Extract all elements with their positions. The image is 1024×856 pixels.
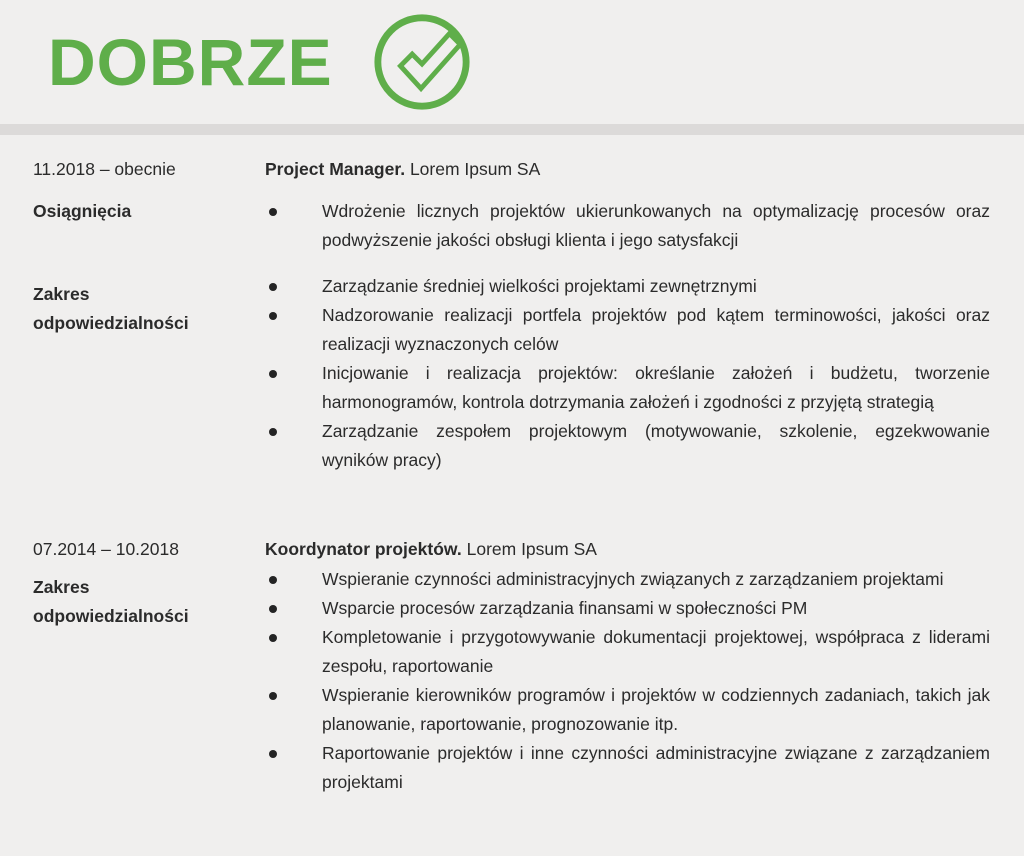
bullet-item (265, 594, 990, 623)
page-title: DOBRZE (48, 25, 333, 99)
bullet-item (265, 623, 990, 681)
bullet-item (265, 359, 990, 417)
bullet-text: Raportowanie projektów i inne czynności administracyjne związane z zarządzaniem projektami (322, 743, 990, 792)
job-entry-2-title-role: Koordynator projektów. (265, 539, 462, 559)
bullet-item (265, 197, 990, 255)
achievements-bullet-list (265, 197, 990, 255)
group-label-responsibilities: Zakres odpowiedzialności (33, 284, 189, 333)
header (0, 0, 1024, 124)
job-entry-2-date: 07.2014 – 10.2018 (33, 539, 179, 559)
bullet-item (265, 301, 990, 359)
check-circle-icon (371, 11, 473, 113)
job-entry-2-responsibilities-group (33, 565, 990, 797)
job-entry-1-date: 11.2018 – obecnie (33, 159, 176, 179)
bullet-text: Wdrożenie licznych projektów ukierunkowanych na optymalizację procesów oraz podwyższenie jakości obsługi klienta i jego satysfakcji (322, 201, 990, 250)
job-entry-2-header (33, 535, 990, 564)
job-entry-1-responsibilities-group (33, 272, 990, 475)
job-entry-1-title-role: Project Manager. (265, 159, 406, 179)
job-entry-2-title-company: Lorem Ipsum SA (466, 539, 597, 559)
header-divider (0, 124, 1024, 135)
responsibilities-bullet-list (265, 272, 990, 475)
bullet-item (265, 739, 990, 797)
cv-body (0, 135, 1024, 797)
group-label-achievements: Osiągnięcia (33, 201, 132, 221)
bullet-text: Zarządzanie zespołem projektowym (motywowanie, szkolenie, egzekwowanie wyników pracy) (322, 421, 990, 470)
bullet-text: Nadzorowanie realizacji portfela projektów pod kątem terminowości, jakości oraz realizacji wyznaczonych celów (322, 305, 990, 354)
bullet-text: Wspieranie czynności administracyjnych związanych z zarządzaniem projektami (322, 569, 944, 589)
bullet-text: Wspieranie kierowników programów i projektów w codziennych zadaniach, takich jak planowanie, raportowanie, prognozowanie itp. (322, 685, 990, 734)
job-entry-1-achievements-group (33, 197, 990, 255)
job-entry-1 (33, 155, 990, 475)
responsibilities-bullet-list (265, 565, 990, 797)
job-entry-2-title (265, 535, 990, 564)
job-entry-1-title-company: Lorem Ipsum SA (409, 159, 541, 179)
job-entry-2 (33, 535, 990, 797)
bullet-item (265, 681, 990, 739)
bullet-text: Inicjowanie i realizacja projektów: określanie założeń i budżetu, tworzenie harmonogramów, kontrola dotrzymania założeń i zgodności z przyjętą strategią (322, 363, 990, 412)
job-entry-1-header (33, 155, 990, 184)
job-entry-1-title (265, 155, 990, 184)
bullet-item (265, 417, 990, 475)
bullet-item (265, 272, 990, 301)
bullet-text: Zarządzanie średniej wielkości projektami zewnętrznymi (322, 276, 757, 296)
bullet-item (265, 565, 990, 594)
bullet-text: Wsparcie procesów zarządzania finansami w społeczności PM (322, 598, 808, 618)
bullet-text: Kompletowanie i przygotowywanie dokumentacji projektowej, współpraca z liderami zespołu, raportowanie (322, 627, 990, 676)
group-label-responsibilities: Zakres odpowiedzialności (33, 577, 189, 626)
